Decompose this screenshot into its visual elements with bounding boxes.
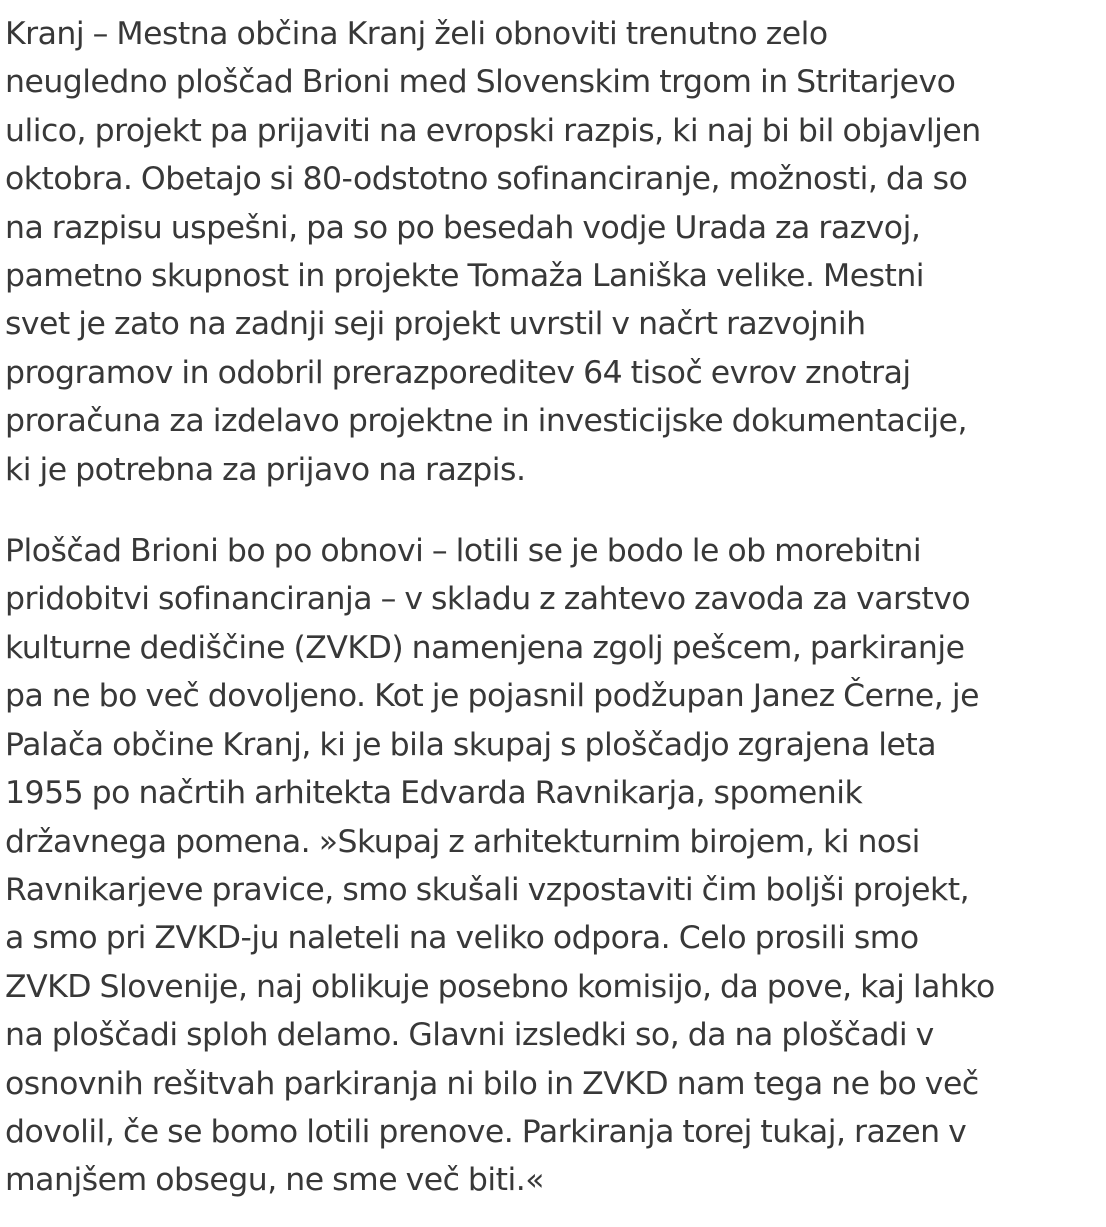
paragraph-line: Palača občine Kranj, ki je bila skupaj s ploščadjo zgrajena leta (5, 726, 937, 763)
paragraph-line: ulico, projekt pa prijaviti na evropski razpis, ki naj bi bil objavljen (5, 112, 981, 149)
paragraph-line: a smo pri ZVKD-ju naleteli na veliko odpora. Celo prosili smo (5, 920, 919, 957)
paragraph-line: Kranj – Mestna občina Kranj želi obnoviti trenutno zelo (5, 16, 828, 52)
paragraph-line: 1955 po načrtih arhitekta Edvarda Ravnikarja, spomenik (5, 775, 863, 812)
paragraph-line: državnega pomena. »Skupaj z arhitekturnim birojem, ki nosi (5, 823, 920, 860)
article-paragraph-1 (5, 10, 1106, 494)
paragraph-line: na ploščadi sploh delamo. Glavni izsledki so, da na ploščadi v (5, 1017, 934, 1054)
paragraph-line: dovolil, če se bomo lotili prenove. Parkiranja torej tukaj, razen v (5, 1113, 967, 1150)
paragraph-line: Ravnikarjeve pravice, smo skušali vzpostaviti čim boljši projekt, (5, 871, 970, 908)
paragraph-line: programov in odobril prerazporeditev 64 tisoč evrov znotraj (5, 354, 911, 391)
paragraph-line: manjšem obsegu, ne sme več biti.« (5, 1162, 545, 1199)
paragraph-line: oktobra. Obetajo si 80-odstotno sofinanciranje, možnosti, da so (5, 161, 968, 198)
paragraph-line: pametno skupnost in projekte Tomaža Laniška velike. Mestni (5, 258, 925, 295)
paragraph-line: na razpisu uspešni, pa so po besedah vodje Urada za razvoj, (5, 209, 921, 246)
paragraph-line: ZVKD Slovenije, naj oblikuje posebno komisijo, da pove, kaj lahko (5, 968, 995, 1005)
paragraph-line: osnovnih rešitvah parkiranja ni bilo in ZVKD nam tega ne bo več (5, 1065, 979, 1102)
paragraph-line: proračuna za izdelavo projektne in investicijske dokumentacije, (5, 403, 968, 440)
paragraph-line: pridobitvi sofinanciranja – v skladu z zahtevo zavoda za varstvo (5, 581, 971, 618)
article-paragraph-2 (5, 527, 1106, 1205)
paragraph-line: pa ne bo več dovoljeno. Kot je pojasnil podžupan Janez Černe, je (5, 678, 979, 715)
paragraph-line: neugledno ploščad Brioni med Slovenskim trgom in Stritarjevo (5, 64, 956, 101)
paragraph-line: ki je potrebna za prijavo na razpis. (5, 451, 526, 488)
paragraph-line: kulturne dediščine (ZVKD) namenjena zgolj pešcem, parkiranje (5, 629, 965, 666)
paragraph-line: Ploščad Brioni bo po obnovi – lotili se je bodo le ob morebitni (5, 533, 922, 570)
paragraph-line: svet je zato na zadnji seji projekt uvrstil v načrt razvojnih (5, 306, 866, 343)
